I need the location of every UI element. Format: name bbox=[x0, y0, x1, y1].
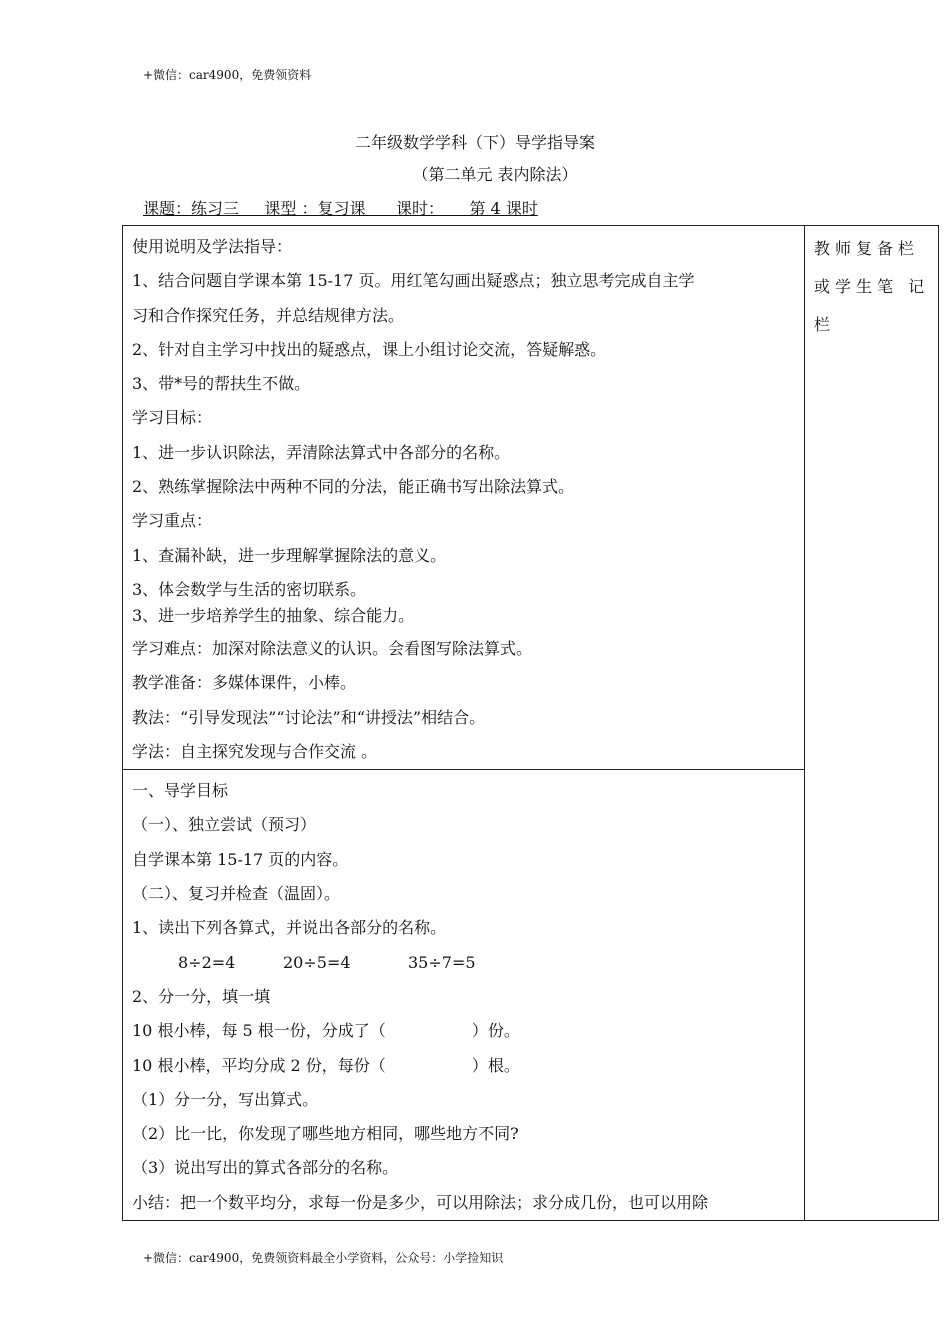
text-line: （1）分一分，写出算式。 bbox=[132, 1089, 319, 1109]
side-note-line: 栏 bbox=[814, 315, 836, 334]
question-text: 10 根小棒，平均分成 2 份，每份（ bbox=[132, 1055, 386, 1075]
side-note-line: 教师复备栏 bbox=[814, 239, 920, 258]
text-line: 使用说明及学法指导： bbox=[132, 237, 293, 256]
text-line: 3、带*号的帮扶生不做。 bbox=[132, 374, 311, 394]
text-line: 2、针对自主学习中找出的疑惑点，课上小组讨论交流，答疑解惑。 bbox=[132, 339, 607, 359]
text-line: （2）比一比，你发现了哪些地方相同，哪些地方不同? bbox=[132, 1124, 519, 1144]
text-line: 学习难点：加深对除法意义的认识。会看图写除法算式。 bbox=[132, 638, 533, 658]
text-line: 1、读出下列各算式，并说出各部分的名称。 bbox=[132, 918, 447, 938]
text-line: 学习重点： bbox=[132, 511, 213, 531]
section-heading: 一、导学目标 bbox=[132, 781, 229, 801]
text-line: 学习目标： bbox=[132, 408, 213, 428]
fill-blank-question bbox=[132, 1049, 796, 1083]
text-line: 1、查漏补缺，进一步理解掌握除法的意义。 bbox=[132, 545, 447, 565]
text-line: 教学准备：多媒体课件，小棒。 bbox=[132, 673, 357, 693]
fill-blank-question bbox=[132, 1014, 796, 1048]
study-content-cell bbox=[123, 770, 805, 1221]
text-line: （3）说出写出的算式各部分的名称。 bbox=[132, 1158, 399, 1178]
text-line: （一）、独立尝试（预习） bbox=[132, 815, 317, 835]
text-line: 自学课本第 15-17 页的内容。 bbox=[132, 849, 349, 869]
text-line: 2、熟练掌握除法中两种不同的分法，能正确书写出除法算式。 bbox=[132, 477, 575, 497]
footer-note: +微信：car4900，免费领资料最全小学资料，公众号：小学捡知识 bbox=[143, 1251, 504, 1265]
notes-column bbox=[805, 226, 939, 1221]
page-subtitle: （第二单元 表内除法） bbox=[412, 165, 578, 184]
equation: 35÷7=5 bbox=[408, 952, 476, 972]
text-line: 教法：“引导发现法”“讨论法”和“讲授法”相结合。 bbox=[132, 707, 486, 727]
side-note-line: 或学生笔 记 bbox=[814, 277, 930, 296]
question-text: 10 根小棒，每 5 根一份，分成了（ bbox=[132, 1021, 386, 1041]
header-note: +微信：car4900，免费领资料 bbox=[143, 68, 312, 82]
question-text: ）份。 bbox=[471, 1021, 520, 1041]
text-line: 1、进一步认识除法，弄清除法算式中各部分的名称。 bbox=[132, 442, 511, 462]
text-line: 习和合作探究任务，并总结规律方法。 bbox=[132, 305, 405, 325]
page-title: 二年级数学学科（下）导学指导案 bbox=[354, 133, 595, 152]
text-line: 3、进一步培养学生的抽象、综合能力。 bbox=[132, 605, 415, 625]
guide-table bbox=[122, 225, 939, 1221]
text-line: 1、结合问题自学课本第 15-17 页。用红笔勾画出疑惑点；独立思考完成自主学 bbox=[132, 271, 695, 291]
text-line: 3、体会数学与生活的密切联系。 bbox=[132, 579, 367, 599]
lesson-info: 课题：练习三 课型 ：复习课 课时： 第 4 课时 bbox=[143, 199, 538, 218]
equation: 8÷2=4 bbox=[178, 952, 236, 972]
text-line: 2、分一分，填一填 bbox=[132, 986, 271, 1006]
guide-instructions-cell bbox=[123, 226, 805, 770]
equation-row bbox=[132, 946, 796, 980]
text-line: 学法：自主探究发现与合作交流 。 bbox=[132, 741, 378, 761]
summary-line: 小结：把一个数平均分，求每一份是多少，可以用除法；求分成几份，也可以用除 bbox=[132, 1192, 709, 1212]
equation: 20÷5=4 bbox=[283, 952, 351, 972]
text-line: （二）、复习并检查（温固）。 bbox=[132, 884, 341, 904]
question-text: ）根。 bbox=[471, 1055, 520, 1075]
